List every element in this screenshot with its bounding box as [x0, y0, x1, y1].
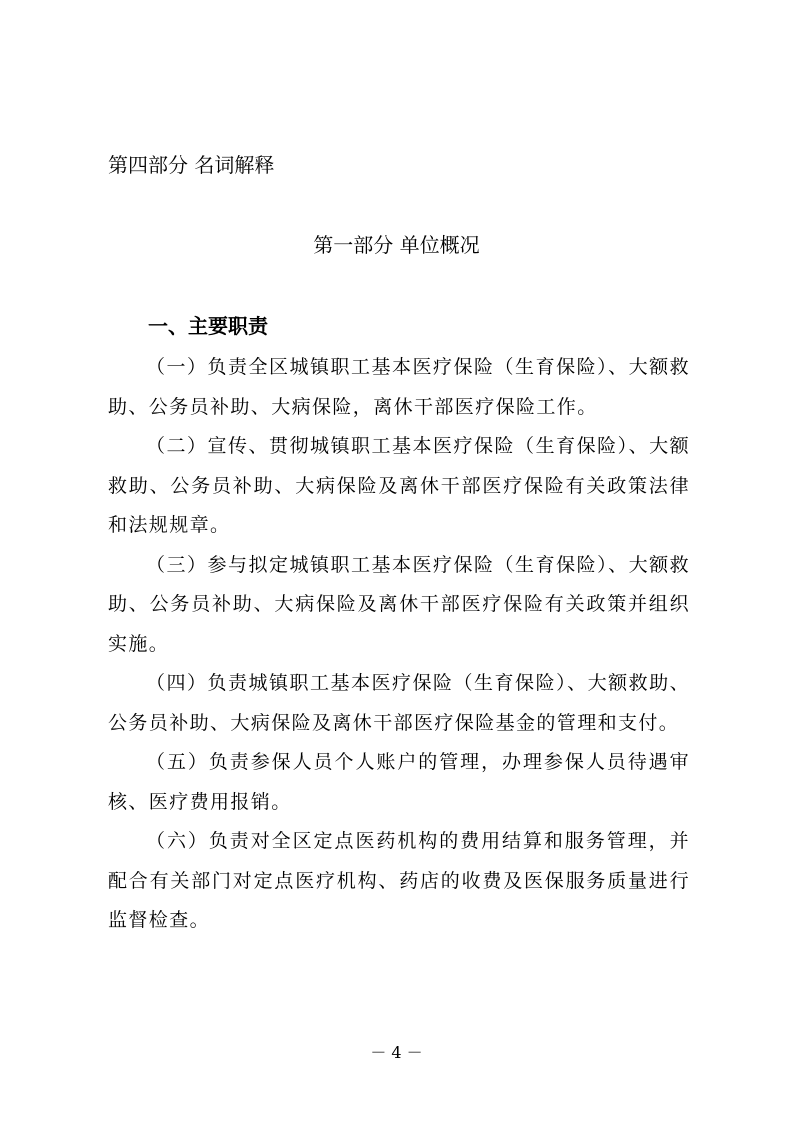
duty-paragraph-6: （六）负责对全区定点医药机构的费用结算和服务管理，并配合有关部门对定点医疗机构、药店的收费及医保服务质量进行监督检查。: [108, 830, 690, 931]
section-title-main-duties: 一、主要职责: [148, 314, 268, 338]
duty-paragraph-2: （二）宣传、贯彻城镇职工基本医疗保险（生育保险）、大额救助、公务员补助、大病保险及离休干部医疗保险有关政策法律和法规规章。: [108, 435, 690, 536]
duty-paragraph-5: （五）负责参保人员个人账户的管理，办理参保人员待遇审核、医疗费用报销。: [108, 751, 690, 813]
part1-heading: 第一部分 单位概况: [313, 233, 480, 257]
duty-paragraph-4: （四）负责城镇职工基本医疗保险（生育保险）、大额救助、公务员补助、大病保险及离休干部医疗保险基金的管理和支付。: [108, 672, 690, 734]
duties-list: [108, 348, 690, 941]
page-number: － 4 －: [370, 1043, 423, 1062]
duty-paragraph-3: （三）参与拟定城镇职工基本医疗保险（生育保险）、大额救助、公务员补助、大病保险及离休干部医疗保险有关政策并组织实施。: [108, 553, 690, 655]
part4-heading: 第四部分 名词解释: [108, 153, 275, 177]
duty-paragraph-1: （一）负责全区城镇职工基本医疗保险（生育保险）、大额救助、公务员补助、大病保险，离休干部医疗保险工作。: [108, 356, 690, 418]
